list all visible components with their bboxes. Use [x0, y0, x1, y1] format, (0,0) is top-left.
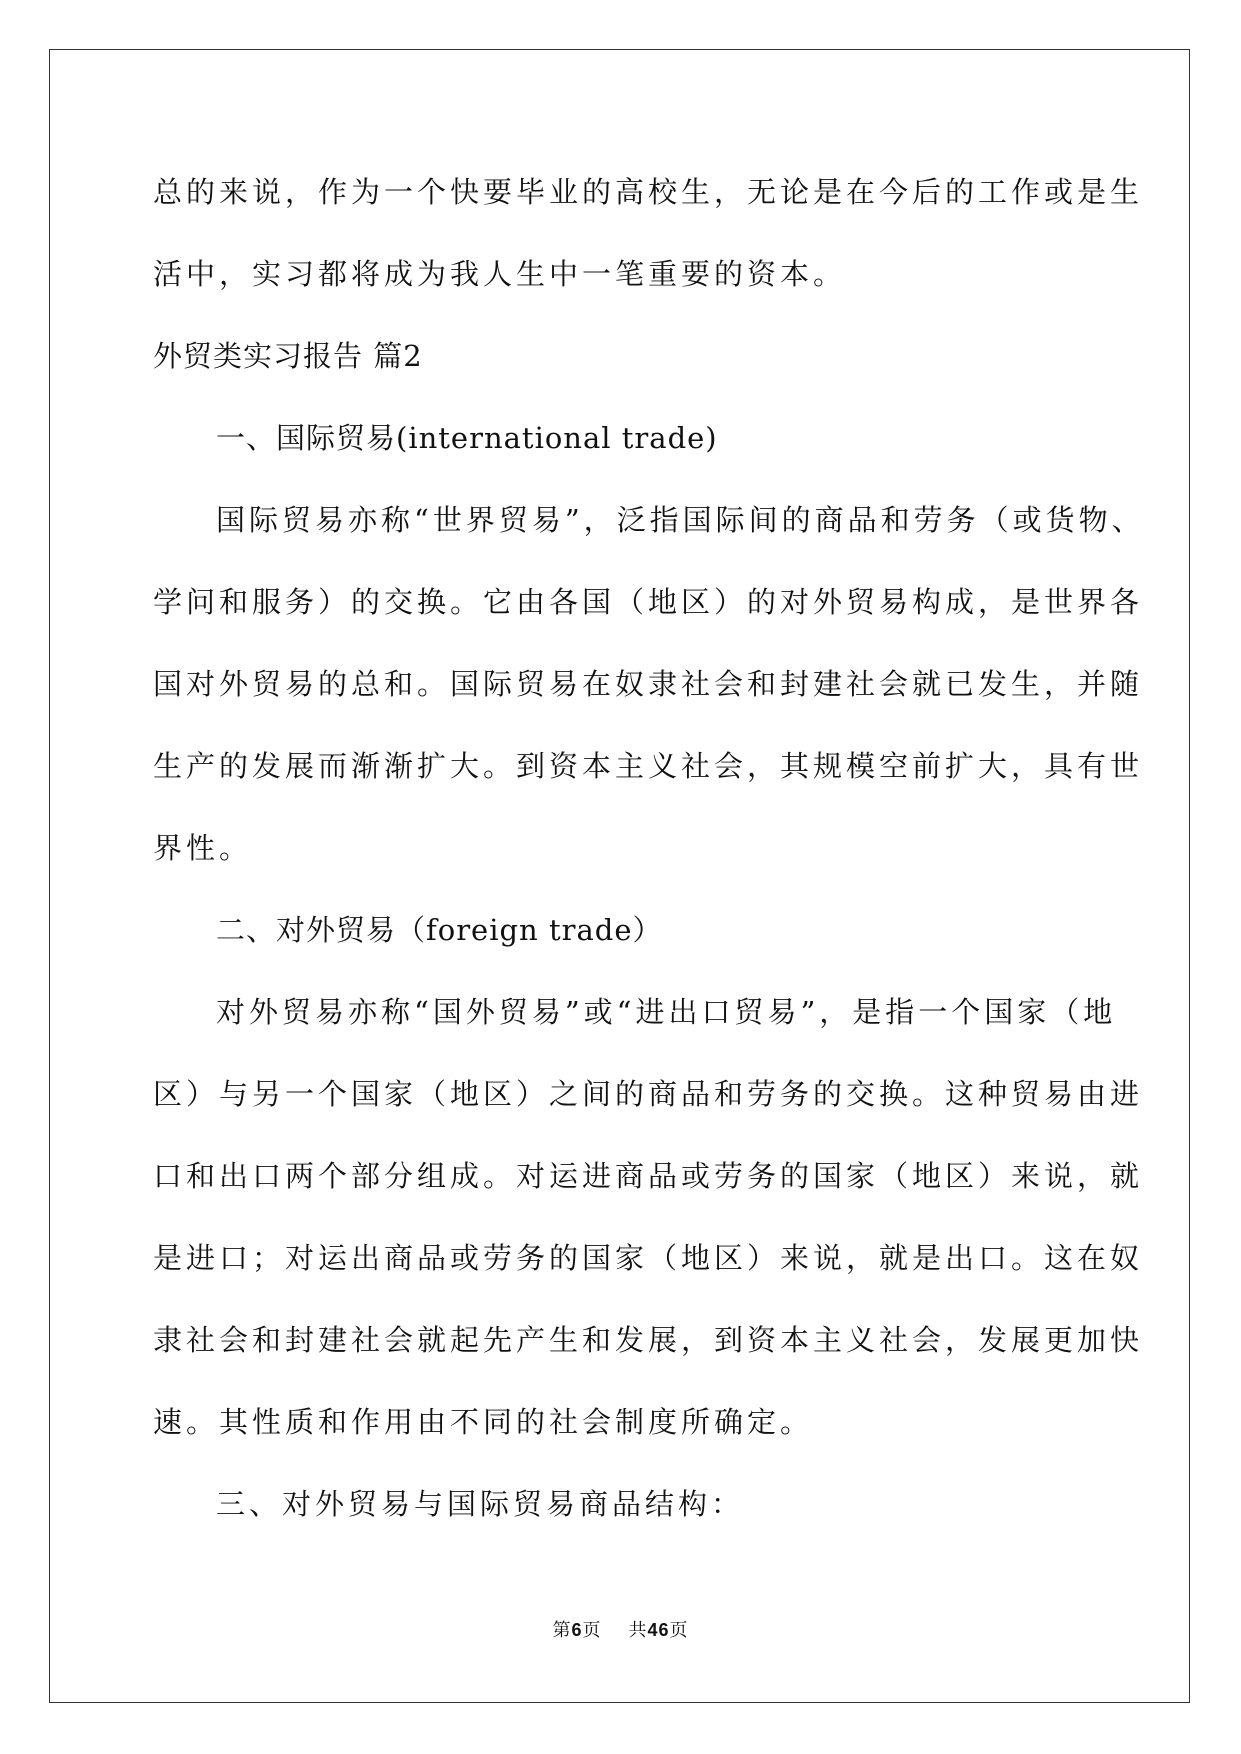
text-line-2: 活中，实习都将成为我人生中一笔重要的资本。: [153, 257, 847, 291]
text-line-13: 口和出口两个部分组成。对运进商品或劳务的国家（地区）来说，就: [153, 1159, 1144, 1193]
text-line-7: 国对外贸易的总和。国际贸易在奴隶社会和封建社会就已发生，并随: [153, 667, 1144, 701]
document-body: [153, 158, 1145, 1552]
text-line-8: 生产的发展而渐渐扩大。到资本主义社会，其规模空前扩大，具有世: [153, 749, 1144, 783]
heading-foreign-trade: 二、对外贸易（foreign trade）: [216, 913, 663, 947]
footer-total-suffix: 页: [669, 1620, 689, 1641]
text-line-16: 速。其性质和作用由不同的社会制度所确定。: [153, 1405, 814, 1439]
footer-prefix: 第: [552, 1620, 572, 1641]
section-title: 外贸类实习报告 篇2: [153, 339, 423, 373]
text-line-12: 区）与另一个国家（地区）之间的商品和劳务的交换。这种贸易由进: [153, 1077, 1144, 1111]
heading-commodity-structure: 三、对外贸易与国际贸易商品结构：: [216, 1487, 745, 1521]
footer-page-suffix: 页: [582, 1620, 602, 1641]
page-footer: [0, 1618, 1241, 1643]
text-line-15: 隶社会和封建社会就起先产生和发展，到资本主义社会，发展更加快: [153, 1323, 1144, 1357]
heading-international-trade: 一、国际贸易(international trade): [216, 421, 718, 455]
text-line-5: 国际贸易亦称“世界贸易”，泛指国际间的商品和劳务（或货物、: [216, 503, 1145, 537]
text-line-1: 总的来说，作为一个快要毕业的高校生，无论是在今后的工作或是生: [153, 175, 1144, 209]
footer-total-prefix: 共: [628, 1620, 648, 1641]
text-line-14: 是进口；对运出商品或劳务的国家（地区）来说，就是出口。这在奴: [153, 1241, 1144, 1275]
text-line-9: 界性。: [153, 831, 253, 865]
page-number: 6: [571, 1620, 583, 1640]
total-pages: 46: [647, 1620, 670, 1640]
text-line-6: 学问和服务）的交换。它由各国（地区）的对外贸易构成，是世界各: [153, 585, 1144, 619]
text-line-11: 对外贸易亦称“国外贸易”或“进出口贸易”，是指一个国家（地: [216, 995, 1117, 1029]
